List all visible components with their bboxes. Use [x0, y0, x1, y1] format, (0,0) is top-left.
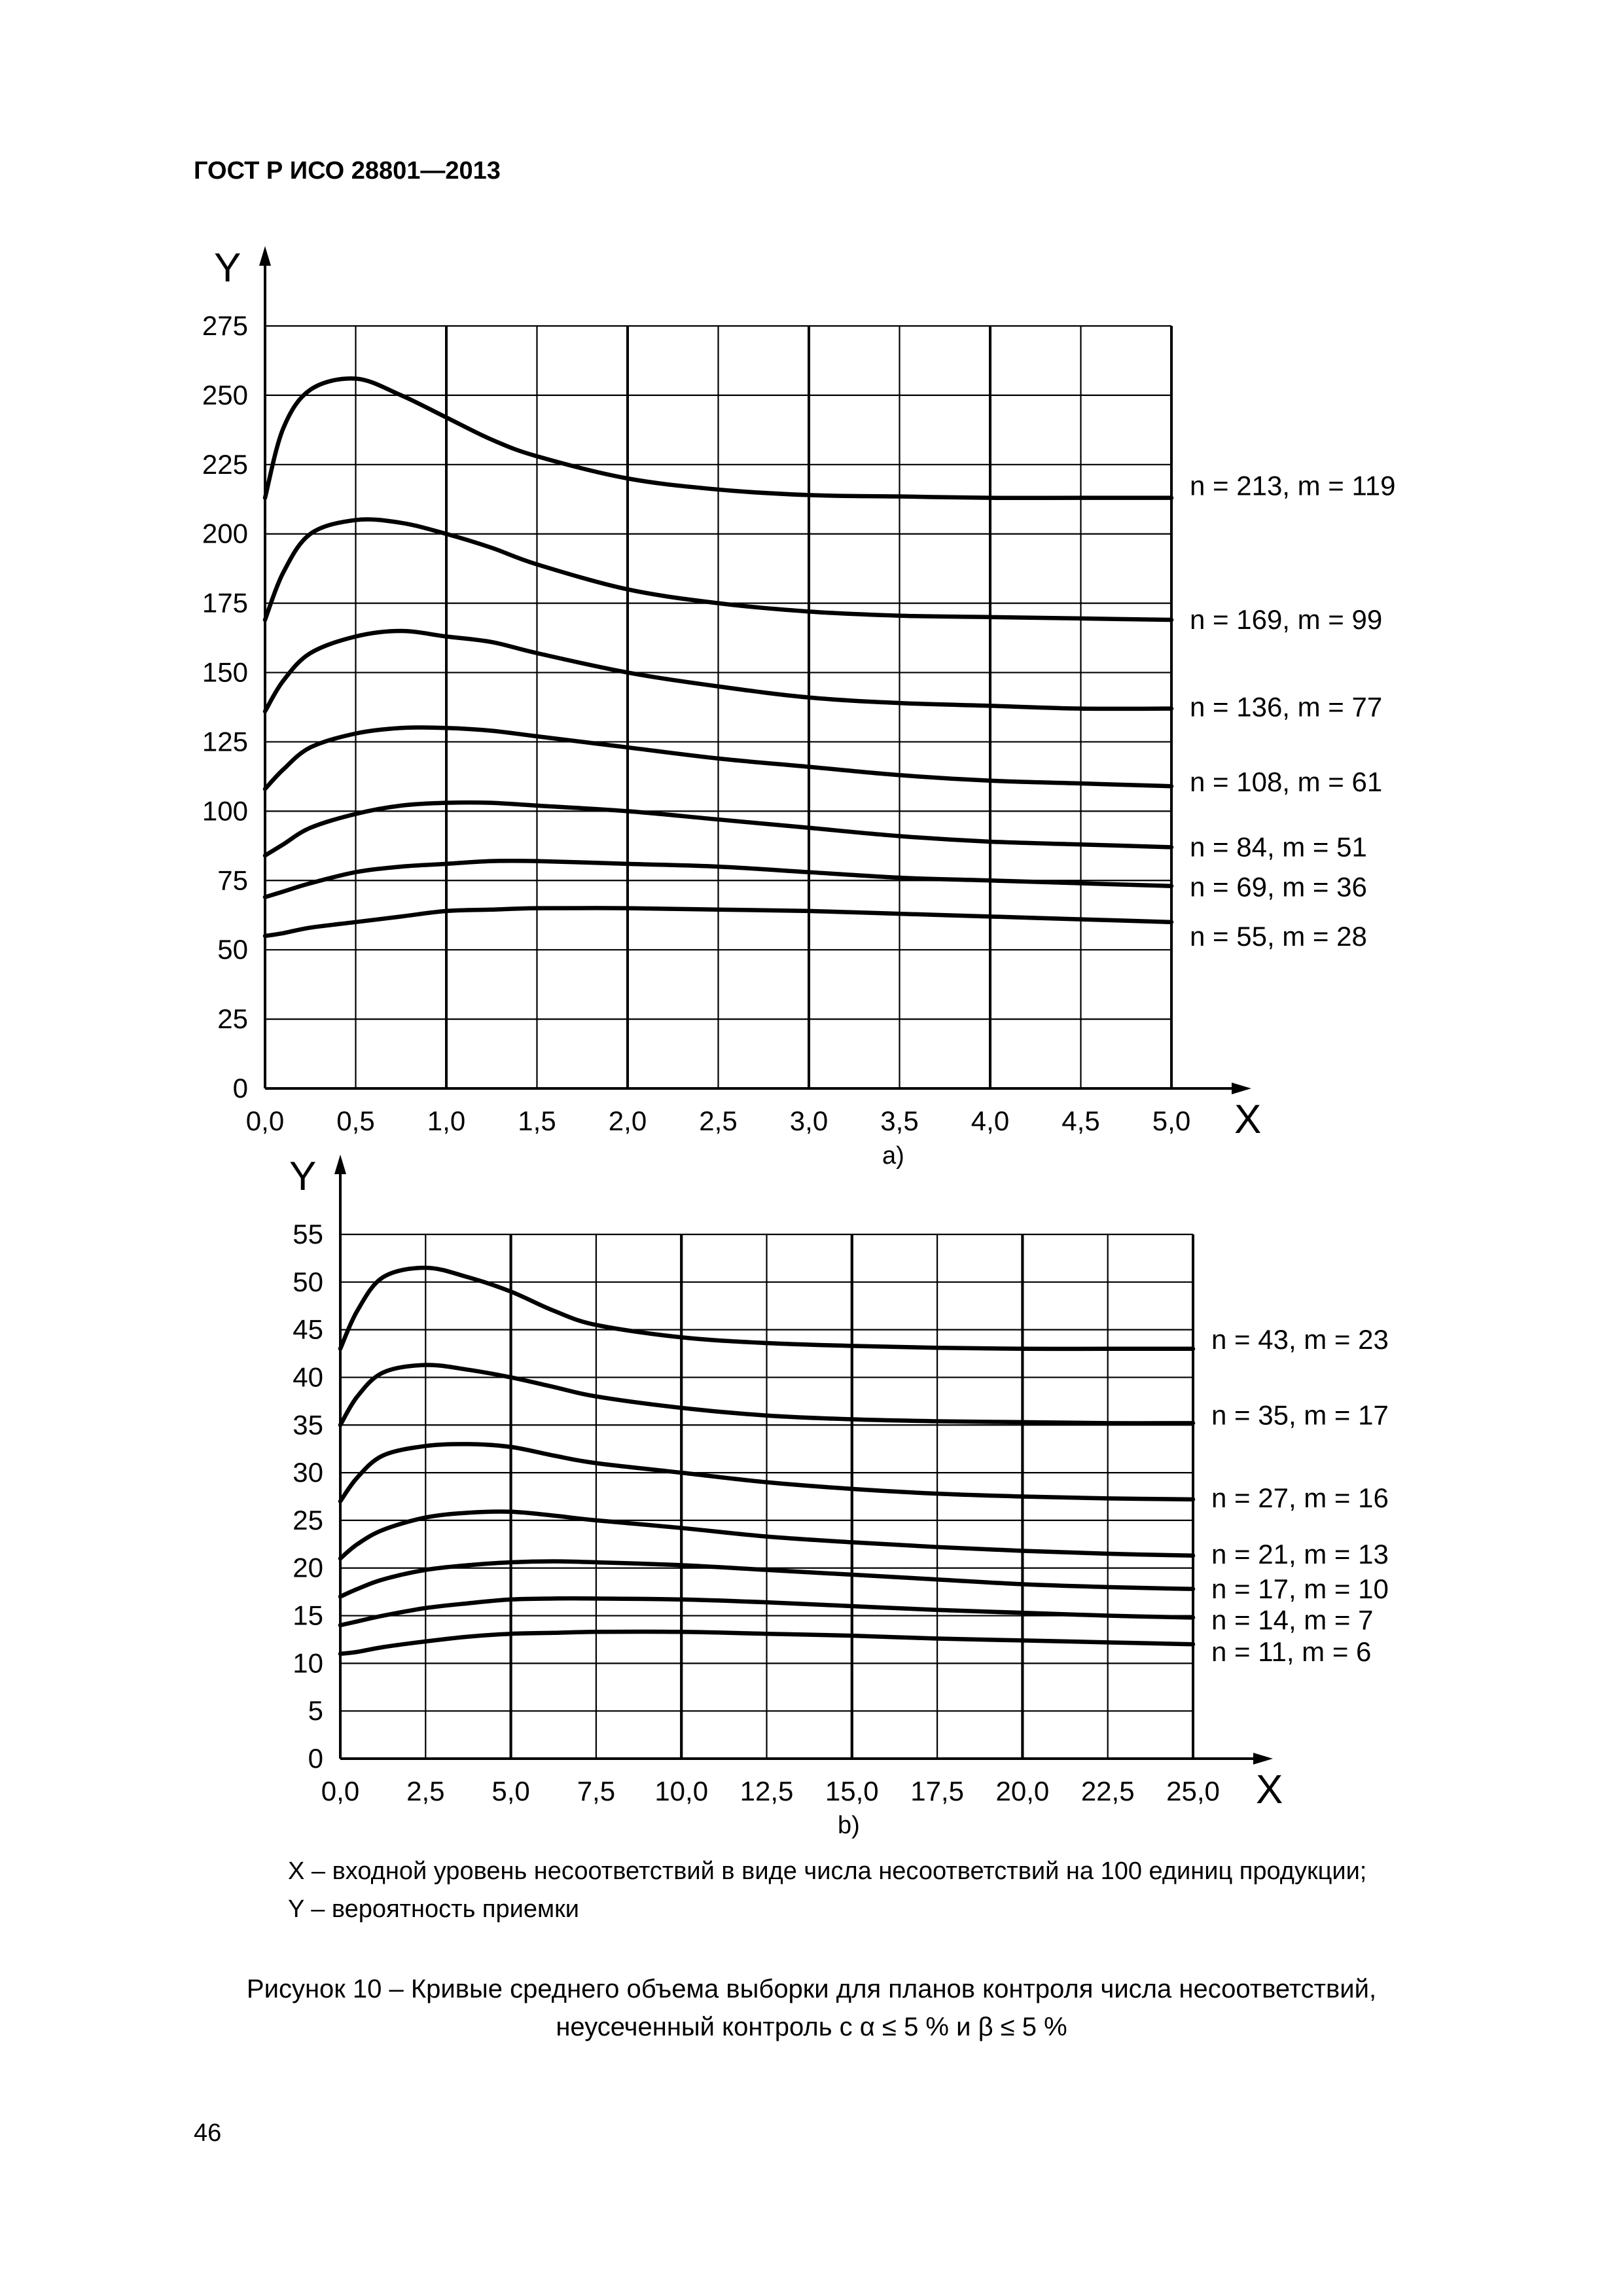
series-label: n = 27, m = 16 — [1211, 1482, 1389, 1513]
x-tick-label: 2,5 — [406, 1776, 445, 1806]
series-label: n = 108, m = 61 — [1190, 766, 1383, 798]
y-tick-label: 40 — [293, 1361, 323, 1393]
figure-caption — [0, 1970, 1623, 2046]
series-label: n = 55, m = 28 — [1190, 920, 1367, 952]
x-tick-label: 2,0 — [608, 1105, 647, 1136]
y-tick-label: 250 — [202, 379, 248, 410]
y-tick-label: 275 — [202, 310, 248, 341]
y-tick-label: 5 — [308, 1695, 323, 1727]
x-tick-label: 1,0 — [427, 1105, 466, 1136]
y-tick-label: 175 — [202, 587, 248, 619]
series-label: n = 11, m = 6 — [1211, 1636, 1372, 1668]
x-tick-label: 0,5 — [336, 1105, 375, 1136]
series-label: n = 136, m = 77 — [1190, 691, 1383, 723]
x-tick-label: 22,5 — [1080, 1776, 1135, 1806]
series-label: n = 69, m = 36 — [1190, 871, 1367, 903]
figure-legend — [288, 1852, 1366, 1928]
x-tick-label: 7,5 — [577, 1776, 616, 1806]
y-tick-label: 25 — [217, 1003, 248, 1035]
y-axis-label: Y — [214, 245, 241, 291]
page-number: 46 — [194, 2119, 222, 2147]
y-axis-label: Y — [289, 1154, 317, 1199]
x-tick-label: 3,0 — [789, 1105, 829, 1136]
panel-label-b: b) — [838, 1812, 860, 1839]
series-label: n = 35, m = 17 — [1211, 1399, 1389, 1431]
series-label: n = 14, m = 7 — [1211, 1604, 1374, 1636]
y-tick-label: 225 — [202, 448, 248, 480]
caption-line-2: неусеченный контроль с α ≤ 5 % и β ≤ 5 % — [556, 2013, 1067, 2041]
y-tick-label: 35 — [293, 1409, 323, 1441]
x-tick-label: 1,5 — [518, 1105, 556, 1136]
x-axis-label: X — [1234, 1097, 1262, 1142]
document-header: ГОСТ Р ИСО 28801—2013 — [194, 157, 501, 185]
y-tick-label: 200 — [202, 518, 248, 549]
y-tick-label: 30 — [293, 1457, 323, 1488]
x-tick-label: 2,5 — [699, 1105, 738, 1136]
y-tick-label: 125 — [202, 726, 248, 757]
series-label: n = 17, m = 10 — [1211, 1573, 1389, 1604]
y-tick-label: 0 — [232, 1073, 248, 1103]
caption-line-1: Рисунок 10 – Кривые среднего объема выборки для планов контроля числа несоответствий, — [246, 1975, 1377, 2003]
series-label: n = 21, m = 13 — [1211, 1538, 1389, 1570]
y-axis-description: Y – вероятность приемки — [288, 1895, 579, 1923]
x-tick-label: 5,0 — [491, 1776, 530, 1806]
y-tick-label: 75 — [217, 865, 248, 896]
y-tick-label: 15 — [293, 1600, 323, 1631]
series-label: n = 43, m = 23 — [1211, 1323, 1389, 1355]
y-tick-label: 150 — [202, 656, 248, 688]
x-tick-label: 4,0 — [971, 1105, 1010, 1136]
x-axis-description: X – входной уровень несоответствий в виде числа несоответствий на 100 единиц продукции; — [288, 1857, 1367, 1885]
x-tick-label: 4,5 — [1061, 1105, 1100, 1136]
x-axis-label: X — [1256, 1767, 1283, 1812]
x-tick-label: 0,0 — [321, 1776, 360, 1806]
series-label: n = 169, m = 99 — [1190, 604, 1383, 636]
x-tick-label: 25,0 — [1166, 1776, 1220, 1806]
x-tick-label: 0,0 — [245, 1105, 285, 1136]
series-label: n = 213, m = 119 — [1190, 470, 1396, 501]
y-tick-label: 50 — [293, 1266, 323, 1297]
x-tick-label: 12,5 — [740, 1776, 794, 1806]
y-tick-label: 50 — [217, 934, 248, 965]
y-tick-label: 25 — [293, 1504, 323, 1535]
x-tick-label: 15,0 — [825, 1776, 879, 1806]
x-tick-label: 5,0 — [1152, 1105, 1191, 1136]
panel-label-a: a) — [882, 1142, 904, 1170]
y-tick-label: 20 — [293, 1552, 323, 1583]
x-tick-label: 3,5 — [880, 1105, 919, 1136]
series-label: n = 84, m = 51 — [1190, 831, 1367, 863]
y-tick-label: 10 — [293, 1647, 323, 1679]
y-tick-label: 45 — [293, 1314, 323, 1345]
x-tick-label: 20,0 — [995, 1776, 1050, 1806]
y-tick-label: 100 — [202, 795, 248, 827]
y-axis-arrow — [334, 1155, 346, 1174]
y-tick-label: 0 — [308, 1743, 323, 1774]
y-tick-label: 55 — [293, 1219, 323, 1249]
x-tick-label: 17,5 — [910, 1776, 964, 1806]
x-axis-arrow — [1253, 1753, 1273, 1765]
x-tick-label: 10,0 — [654, 1776, 709, 1806]
